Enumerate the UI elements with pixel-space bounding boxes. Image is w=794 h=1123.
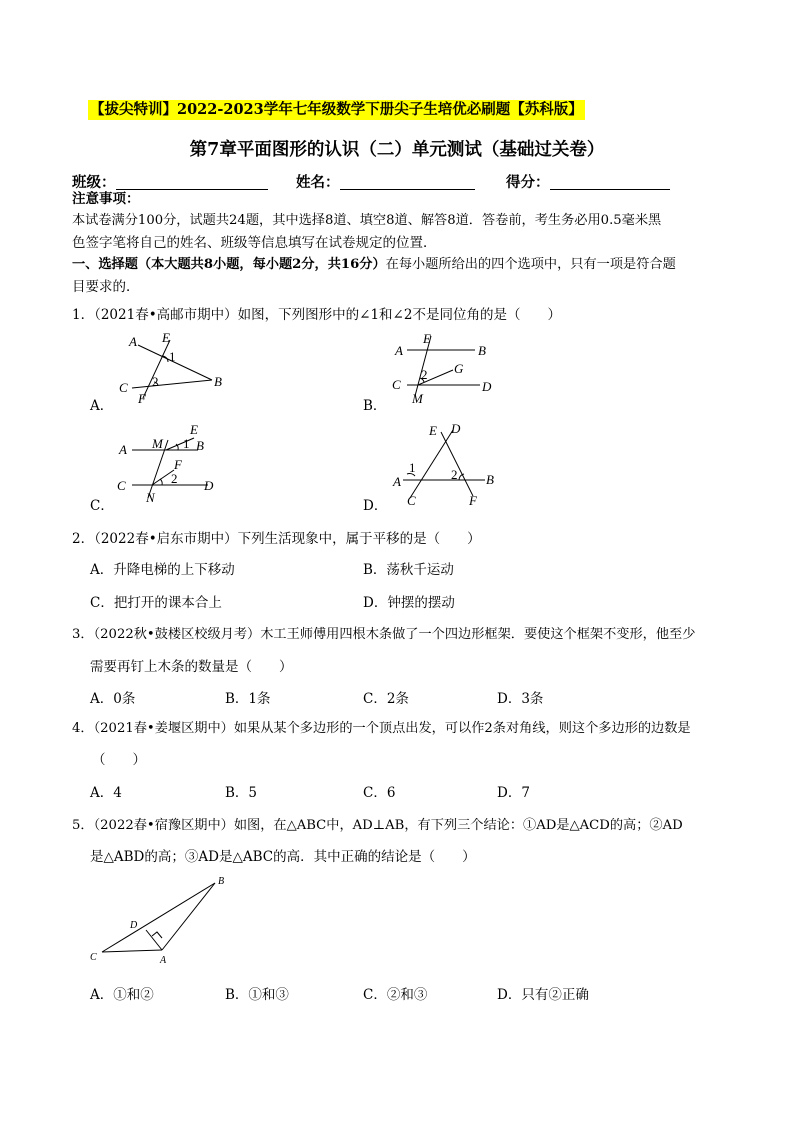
label-f: F (138, 391, 146, 405)
q2-option-c[interactable]: C．把打开的课本合上 (90, 595, 222, 611)
label-m: M (152, 436, 163, 451)
label-a: A (393, 474, 401, 489)
question-4-stem-cont: （ ） (92, 752, 146, 768)
notes-line-2: 色签字笔将自己的姓名、班级等信息填写在试卷规定的位置． (72, 235, 437, 251)
q1-figure-d (385, 418, 505, 508)
angle-2-label: 2 (421, 367, 428, 382)
section-1-instructions: 在每小题所给出的四个选项中，只有一项是符合题 (385, 257, 676, 272)
q2-option-d[interactable]: D．钟摆的摆动 (363, 595, 455, 611)
q4-option-a[interactable]: A．4 (90, 785, 122, 801)
label-m: M (412, 391, 423, 405)
label-c: C (119, 380, 128, 395)
section-1-instructions-cont: 目要求的． (72, 279, 140, 295)
question-3-stem-cont: 需要再钉上木条的数量是（ ） (90, 659, 293, 675)
q5-figure (80, 870, 240, 970)
label-a: A (119, 442, 127, 457)
label-a: A (395, 343, 403, 358)
q2-option-a[interactable]: A．升降电梯的上下移动 (90, 562, 235, 578)
q3-option-a[interactable]: A．0条 (90, 691, 136, 707)
label-g: G (454, 361, 464, 376)
angle-2-label: 2 (451, 467, 458, 482)
q2-option-b[interactable]: B．荡秋千运动 (363, 562, 454, 578)
label-f: F (174, 457, 182, 472)
angle-1-label: 1 (169, 349, 176, 364)
q1-option-b-label[interactable]: B． (363, 398, 387, 414)
label-b: B (478, 343, 486, 358)
label-b: B (214, 374, 222, 389)
label-e: E (162, 330, 170, 345)
q5-option-c[interactable]: C．②和③ (363, 987, 428, 1003)
label-c: C (90, 952, 97, 963)
class-label: 班级： (72, 174, 116, 191)
label-b: B (196, 438, 204, 453)
q5-option-b[interactable]: B．①和③ (225, 987, 289, 1003)
label-e: E (190, 422, 198, 437)
question-5-stem-cont: 是△ABD的高；③AD是△ABC的高．其中正确的结论是（ ） (90, 849, 476, 865)
q3-option-d[interactable]: D．3条 (497, 691, 544, 707)
notes-heading: 注意事项： (72, 191, 140, 207)
question-1-stem: 1．（2021春•高邮市期中）如图，下列图形中的∠1和∠2不是同位角的是（ ） (72, 307, 561, 323)
page-title: 第7章平面图形的认识（二）单元测试（基础过关卷） (189, 140, 605, 160)
q1-option-c-label[interactable]: C． (90, 498, 114, 514)
score-field (506, 171, 670, 192)
q1-figure-a (110, 330, 230, 405)
angle-2-label: 2 (171, 471, 178, 486)
section-1-heading (72, 254, 676, 276)
q3-option-b[interactable]: B．1条 (225, 691, 271, 707)
score-label: 得分： (506, 174, 550, 191)
angle-2-label: 2 (152, 374, 159, 389)
label-b: B (218, 876, 225, 887)
label-b: B (486, 472, 494, 487)
header-banner: 【拔尖特训】2022-2023学年七年级数学下册尖子生培优必刷题【苏科版】 (90, 101, 583, 118)
label-d: D (130, 920, 138, 931)
score-blank[interactable] (550, 174, 670, 190)
label-c: C (392, 377, 401, 392)
q1-option-a-label[interactable]: A． (90, 398, 114, 414)
q1-figure-c (110, 420, 230, 505)
label-e: E (423, 331, 431, 346)
label-d: D (451, 421, 461, 436)
question-3-stem: 3．（2022秋•鼓楼区校级月考）木工王师傅用四根木条做了一个四边形框架．要使这个框架不变形，他至少 (72, 627, 696, 642)
question-2-stem: 2．（2022春•启东市期中）下列生活现象中，属于平移的是（ ） (72, 531, 481, 547)
label-f: F (469, 493, 477, 508)
q4-option-b[interactable]: B．5 (225, 785, 258, 801)
question-4-stem: 4．（2021春•姜堰区期中）如果从某个多边形的一个顶点出发，可以作2条对角线，则这个多边形的边数是 (72, 721, 691, 736)
name-field (296, 171, 475, 192)
section-1-title: 一、选择题（本大题共8小题，每小题2分，共16分） (72, 257, 386, 272)
name-label: 姓名： (296, 174, 340, 191)
notes-line-1: 本试卷满分100分，试题共24题，其中选择8道、填空8道、解答8道．答卷前，考生务必用0.5毫米黑 (72, 213, 662, 228)
angle-1-label: 1 (183, 436, 190, 451)
label-c: C (117, 478, 126, 493)
q1-option-d-label[interactable]: D． (363, 498, 388, 514)
label-a: A (129, 334, 137, 349)
q3-option-c[interactable]: C．2条 (363, 691, 409, 707)
q1-figure-b (385, 330, 505, 405)
q4-option-d[interactable]: D．7 (497, 785, 530, 801)
label-d: D (482, 379, 492, 394)
label-d: D (204, 478, 214, 493)
label-e: E (429, 423, 437, 438)
q4-option-c[interactable]: C．6 (363, 785, 396, 801)
question-5-stem: 5．（2022春•宿豫区期中）如图，在△ABC中，AD⊥AB，有下列三个结论：①AD是△ACD的高；②AD (72, 818, 683, 833)
label-a: A (160, 955, 167, 966)
q5-option-d[interactable]: D．只有②正确 (497, 987, 589, 1003)
q5-option-a[interactable]: A．①和② (90, 987, 154, 1003)
name-blank[interactable] (340, 174, 475, 190)
angle-1-label: 1 (409, 460, 416, 475)
label-c: C (407, 493, 416, 508)
label-n: N (146, 490, 155, 505)
